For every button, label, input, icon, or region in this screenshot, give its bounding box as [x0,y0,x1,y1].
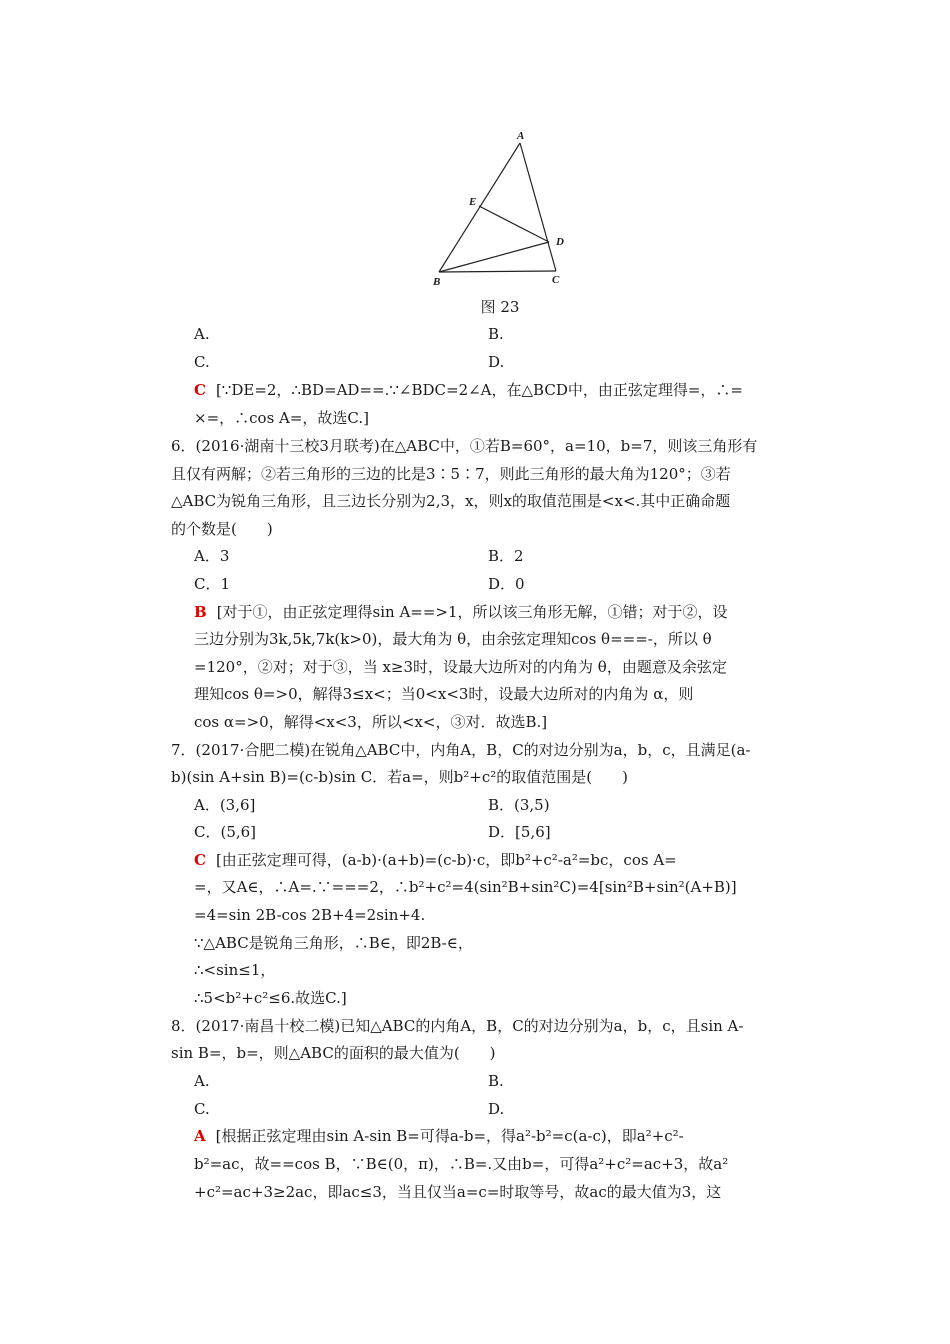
q6-stem-line-4: 的个数是( ) [171,520,273,538]
q7-solution-line-3: =4=sin 2B-cos 2B+4=2sin+4. [194,906,426,924]
q8-option-a: A. [194,1072,210,1090]
q5-option-d: D. [488,353,505,371]
q7-solution-line-2: =，又A∈，∴A=.∵===2，∴b²+c²=4(sin²B+sin²C)=4[sin²B+sin²(A+B)] [194,878,737,896]
q6-stem-line-2: 且仅有两解；②若三角形的三边的比是3∶5∶7，则此三角形的最大角为120°；③若 [171,465,731,483]
q6-solution-line-2: 三边分别为3k,5k,7k(k>0)，最大角为 θ，由余弦定理知cos θ===-，所以 θ [194,630,712,648]
vertex-label-c: C [552,274,560,286]
q7-option-c: C．(5,6] [194,823,257,841]
q6-option-d: D．0 [488,575,525,593]
q6-solution-line-4: 理知cos θ=>0，解得3≤x<；当0<x<3时，设最大边所对的内角为 α，则 [194,685,694,703]
q8-solution-line-1: A [根据正弦定理由sin A-sin B=可得a-b=，得a²-b²=c(a-c)，即a²+c²- [194,1127,684,1145]
triangle-figure [420,122,580,297]
segment-ac [520,143,556,271]
vertex-label-d: D [556,236,564,248]
q6-option-b: B．2 [488,547,524,565]
q5-solution-line-1: C [∵DE=2，∴BD=AD==.∵∠BDC=2∠A，在△BCD中，由正弦定理得=，∴= [194,381,743,399]
q5-option-c: C. [194,353,210,371]
q8-option-b: B. [488,1072,504,1090]
q6-stem-line-3: △ABC为锐角三角形，且三边长分别为2,3，x，则x的取值范围是<x<.其中正确命题 [171,492,731,510]
q8-option-c: C. [194,1100,210,1118]
segment-bc [439,271,556,272]
q5-option-a: A. [194,325,210,343]
q8-solution-line-3: +c²=ac+3≥2ac，即ac≤3，当且仅当a=c=时取等号，故ac的最大值为3，这 [194,1183,722,1201]
q7-option-a: A．(3,6] [194,796,256,814]
q5-answer-letter: C [194,381,206,399]
q5-option-b: B. [488,325,504,343]
segment-ed [479,206,549,242]
vertex-label-e: E [469,196,477,208]
q7-option-b: B．(3,5) [488,796,550,814]
q6-solution-line-3: =120°，②对；对于③，当 x≥3时，设最大边所对的内角为 θ，由题意及余弦定 [194,658,727,676]
q7-solution-line-5: ∴<sin≤1， [194,961,276,979]
vertex-label-a: A [517,130,525,142]
q7-option-d: D．[5,6] [488,823,551,841]
q7-answer-letter: C [194,851,206,869]
q7-stem-line-2: b)(sin A+sin B)=(c-b)sin C．若a=，则b²+c²的取值范围是( ) [171,768,628,786]
q5-solution-line-2: ×=，∴cos A=，故选C.] [194,409,369,427]
q8-option-d: D. [488,1100,505,1118]
q7-solution-line-6: ∴5<b²+c²≤6.故选C.] [194,989,347,1007]
q6-option-c: C．1 [194,575,231,593]
q6-answer-letter: B [194,603,207,621]
q8-stem-line-2: sin B=，b=，则△ABC的面积的最大值为( ) [171,1044,496,1062]
figure-caption: 图 23 [480,298,520,316]
vertex-label-b: B [433,276,441,288]
q7-stem-line-1: 7．(2017·合肥二模)在锐角△ABC中，内角A，B，C的对边分别为a，b，c，且满足(a- [171,741,751,759]
q6-solution-line-5: cos α=>0，解得<x<3，所以<x<，③对．故选B.] [194,713,548,731]
q8-solution-line-2: b²=ac，故==cos B，∵B∈(0，π)，∴B=.又由b=，可得a²+c²=ac+3，故a² [194,1155,729,1173]
q7-solution-line-4: ∵△ABC是锐角三角形，∴B∈，即2B-∈， [194,934,473,952]
q6-option-a: A．3 [194,547,230,565]
q8-stem-line-1: 8．(2017·南昌十校二模)已知△ABC的内角A，B，C的对边分别为a，b，c，且sin A- [171,1017,744,1035]
q8-answer-letter: A [194,1127,206,1145]
q7-solution-line-1: C [由正弦定理可得，(a-b)·(a+b)=(c-b)·c，即b²+c²-a²=bc，cos A= [194,851,677,869]
q6-solution-line-1: B [对于①，由正弦定理得sin A==>1，所以该三角形无解，①错；对于②，设 [194,603,728,621]
q6-stem-line-1: 6．(2016·湖南十三校3月联考)在△ABC中，①若B=60°，a=10，b=7，则该三角形有 [171,437,758,455]
